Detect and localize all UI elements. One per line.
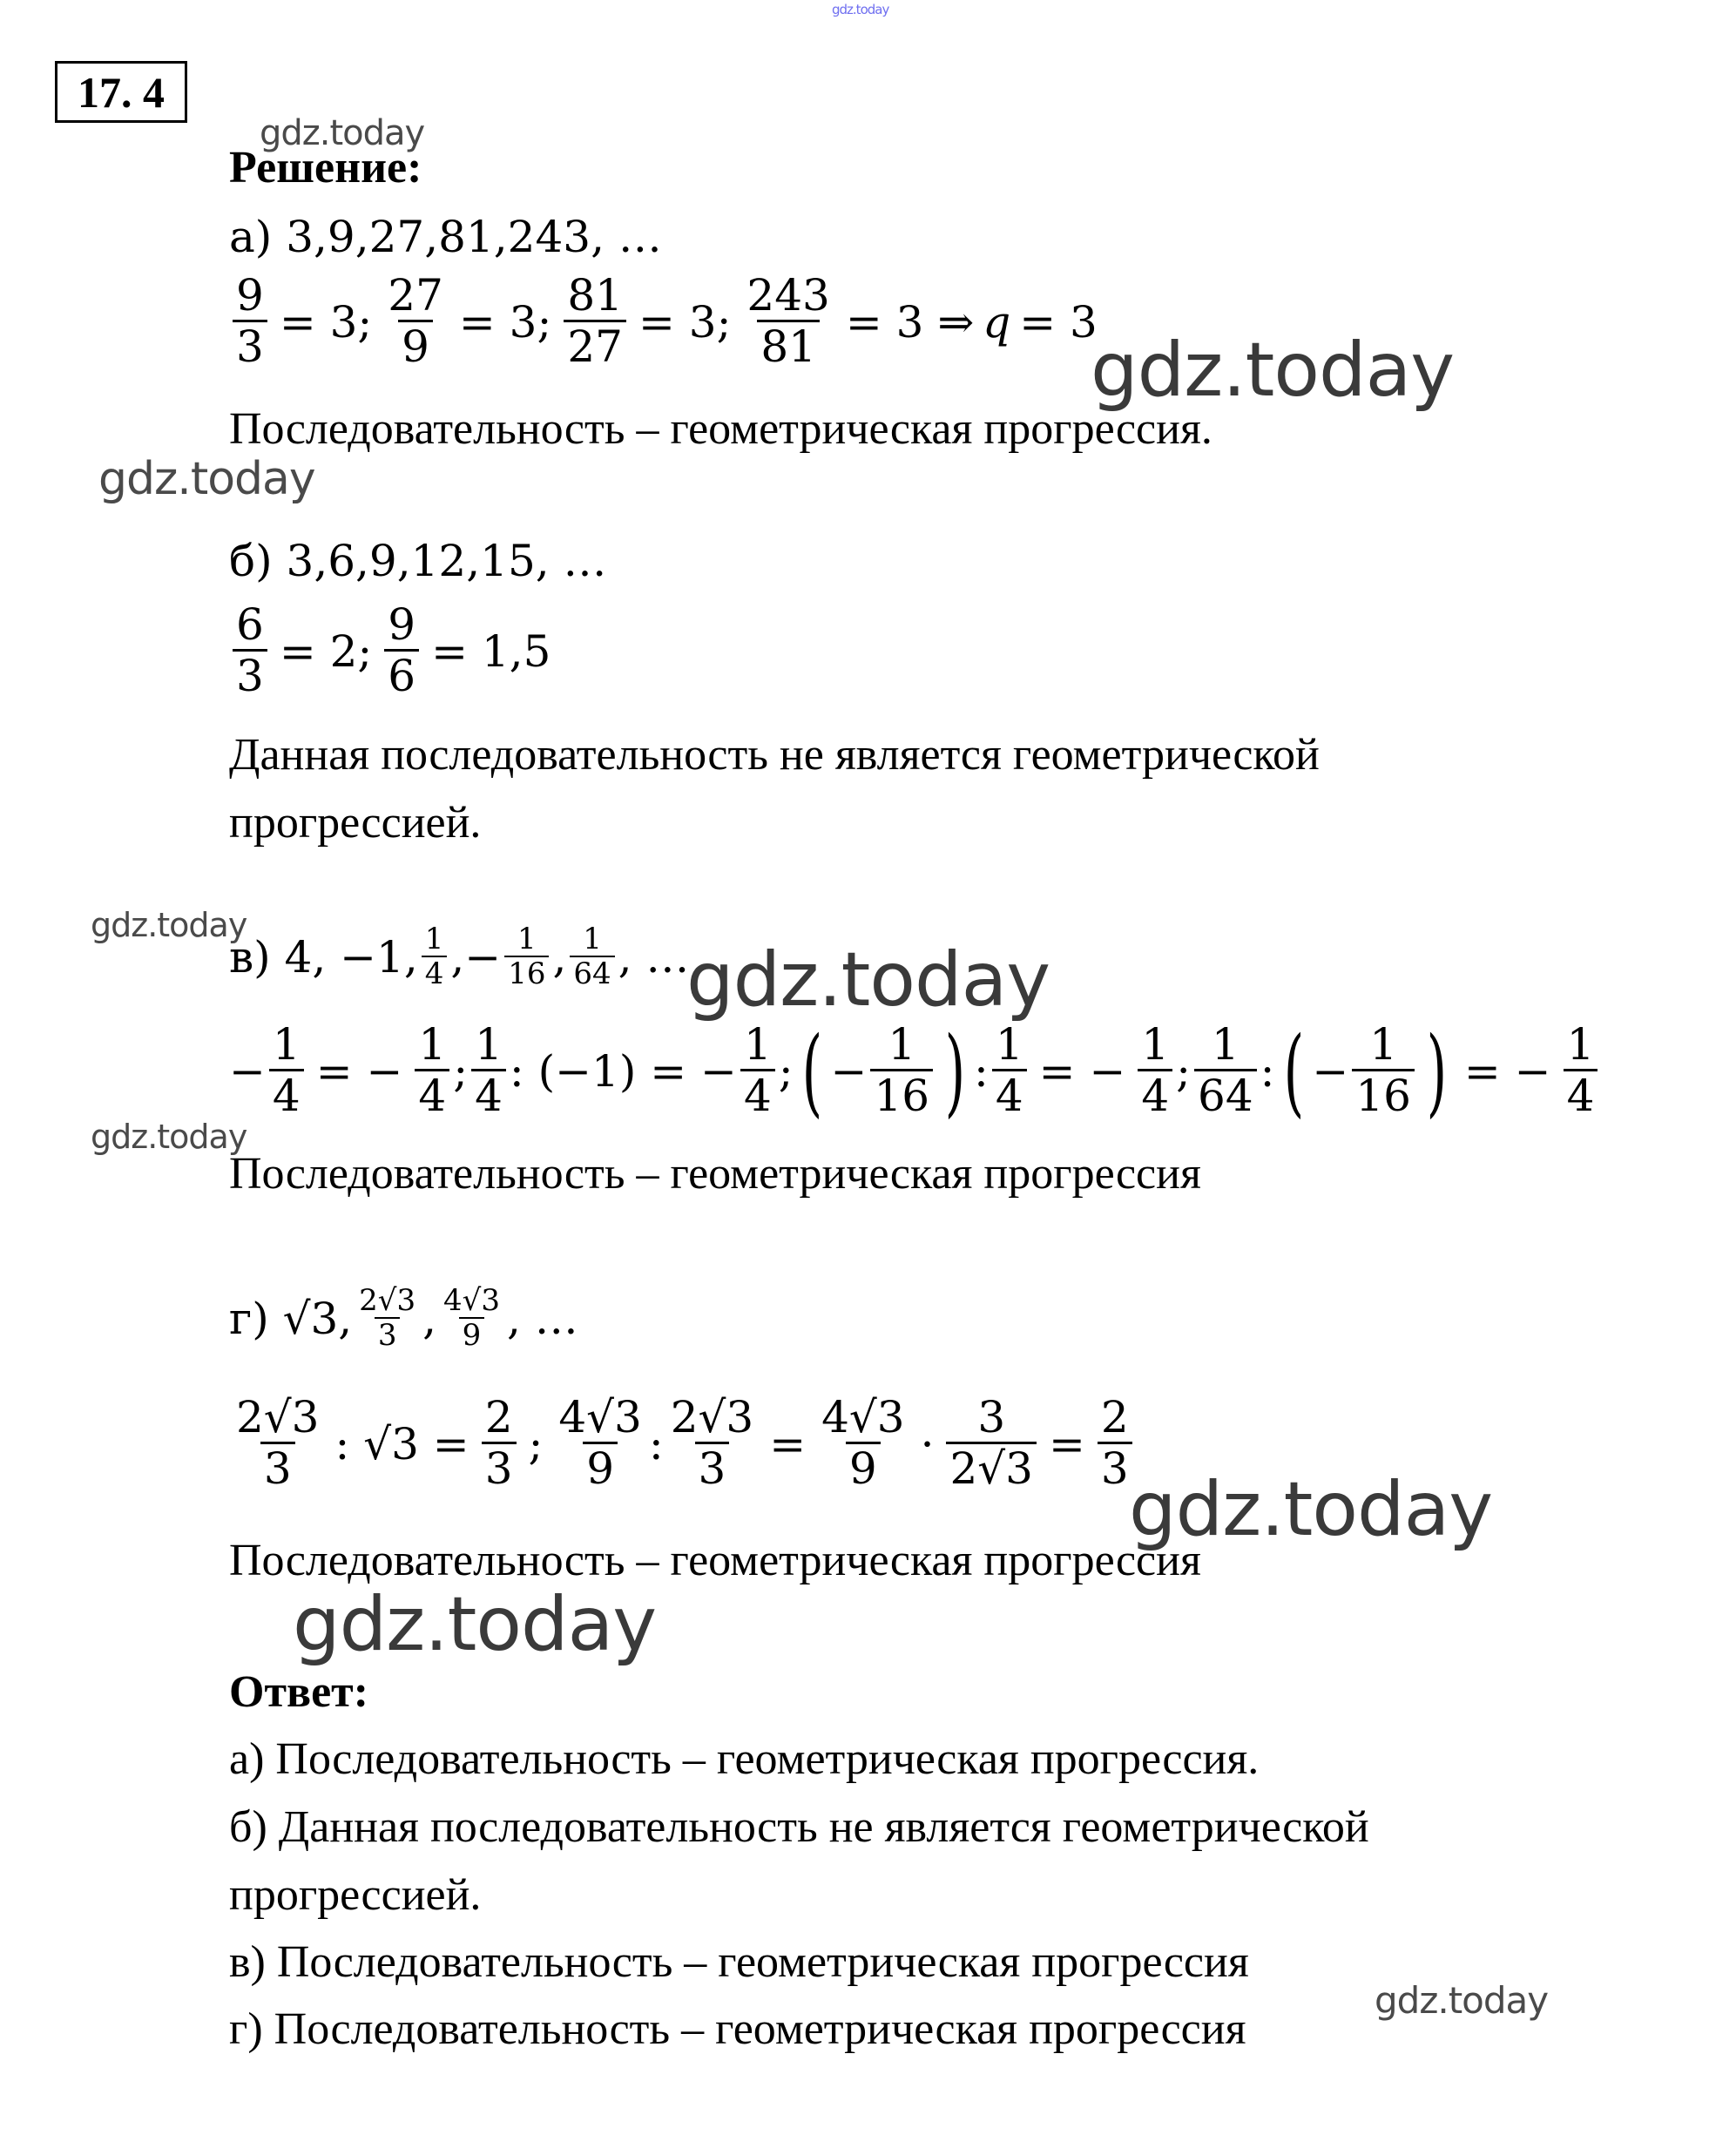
fraction: $\frac{243}{81}$ — [746, 270, 830, 372]
problem-number: 17. 4 — [55, 61, 187, 123]
part-b-ratios: $\frac{6}{3}$ = 2; $\frac{9}{6}$ = 1,5 — [229, 601, 559, 702]
answer-c: в) Последовательность – геометрическая прогрессия — [229, 1937, 1249, 1987]
watermark: gdz.today — [1091, 327, 1455, 414]
part-d-conclusion: Последовательность – геометрическая прогрессия — [229, 1536, 1201, 1585]
watermark: gdz.today — [260, 113, 425, 153]
watermark: gdz.today — [293, 1581, 657, 1668]
part-b-conclusion-1: Данная последовательность не является геометрической — [229, 730, 1320, 780]
watermark: gdz.today — [686, 936, 1050, 1024]
fraction: $\frac{9}{3}$ — [233, 272, 267, 373]
part-a-sequence: а) 3,9,27,81,243, … — [229, 212, 662, 262]
answer-heading: Ответ: — [229, 1667, 369, 1717]
part-b-conclusion-2: прогрессией. — [229, 798, 482, 848]
answer-b: б) Данная последовательность не является геометрической — [229, 1802, 1369, 1852]
part-d-ratios: $\frac{2√3}{3}$ : √3 = $\frac{2}{3}$ ; $\frac{4√3}{9}$ : $\frac{2√3}{3}$ = $\frac{4√3}{9}$ · $\frac{3}{2√3}$ = $\frac{2}{3}$ — [229, 1394, 1136, 1495]
watermark: gdz.today — [91, 906, 247, 944]
fraction: $\frac{1}{16}$ — [504, 923, 549, 991]
watermark: gdz.today — [1129, 1466, 1493, 1553]
watermark: gdz.today — [98, 453, 315, 505]
fraction: $\frac{6}{3}$ — [233, 601, 267, 702]
answer-d: г) Последовательность – геометрическая прогрессия — [229, 2004, 1246, 2054]
fraction: $\frac{1}{64}$ — [570, 923, 614, 991]
fraction: $\frac{4√3}{9}$ — [443, 1283, 500, 1354]
part-c-ratios: − $\frac{1}{4}$ = − $\frac{1}{4}$ ; $\frac{1}{4}$ : (−1) = − $\frac{1}{4}$ ; ( − $\frac{1}{16}$ ) : $\frac{1}{4}$ = − $\frac{1}{4}$ ; $\frac{1}{64}$ : ( − $\frac{1}{16}$ ) = − $\frac{1}{4}$ — [229, 1021, 1601, 1122]
answer-a: а) Последовательность – геометрическая прогрессия. — [229, 1734, 1260, 1784]
fraction: $\frac{2√3}{3}$ — [359, 1283, 416, 1354]
part-b-sequence: б) 3,6,9,12,15, … — [229, 536, 607, 586]
watermark: gdz.today — [91, 1118, 247, 1156]
watermark-top: gdz.today — [832, 2, 889, 17]
watermark: gdz.today — [1375, 1979, 1549, 2022]
answer-b-cont: прогрессией. — [229, 1870, 482, 1920]
part-a-conclusion: Последовательность – геометрическая прогрессия. — [229, 404, 1212, 454]
part-d-sequence: г) √3, $\frac{2√3}{3}$ , $\frac{4√3}{9}$ , … — [229, 1283, 578, 1354]
part-a-ratios: $\frac{9}{3}$ = 3; $\frac{27}{9}$ = 3; $\frac{81}{27}$ = 3; $\frac{243}{81}$ = 3 ⇒ q = 3 — [229, 272, 1106, 373]
fraction: $\frac{9}{6}$ — [384, 601, 419, 702]
solution-heading: Решение: — [229, 143, 422, 193]
part-c-conclusion: Последовательность – геометрическая прогрессия — [229, 1149, 1201, 1199]
fraction: $\frac{1}{4}$ — [422, 923, 448, 991]
fraction: $\frac{81}{27}$ — [564, 272, 626, 373]
part-c-sequence: в) 4, −1, $\frac{1}{4}$ , − $\frac{1}{16}$ , $\frac{1}{64}$ , … — [229, 922, 690, 992]
fraction: $\frac{27}{9}$ — [388, 270, 443, 372]
